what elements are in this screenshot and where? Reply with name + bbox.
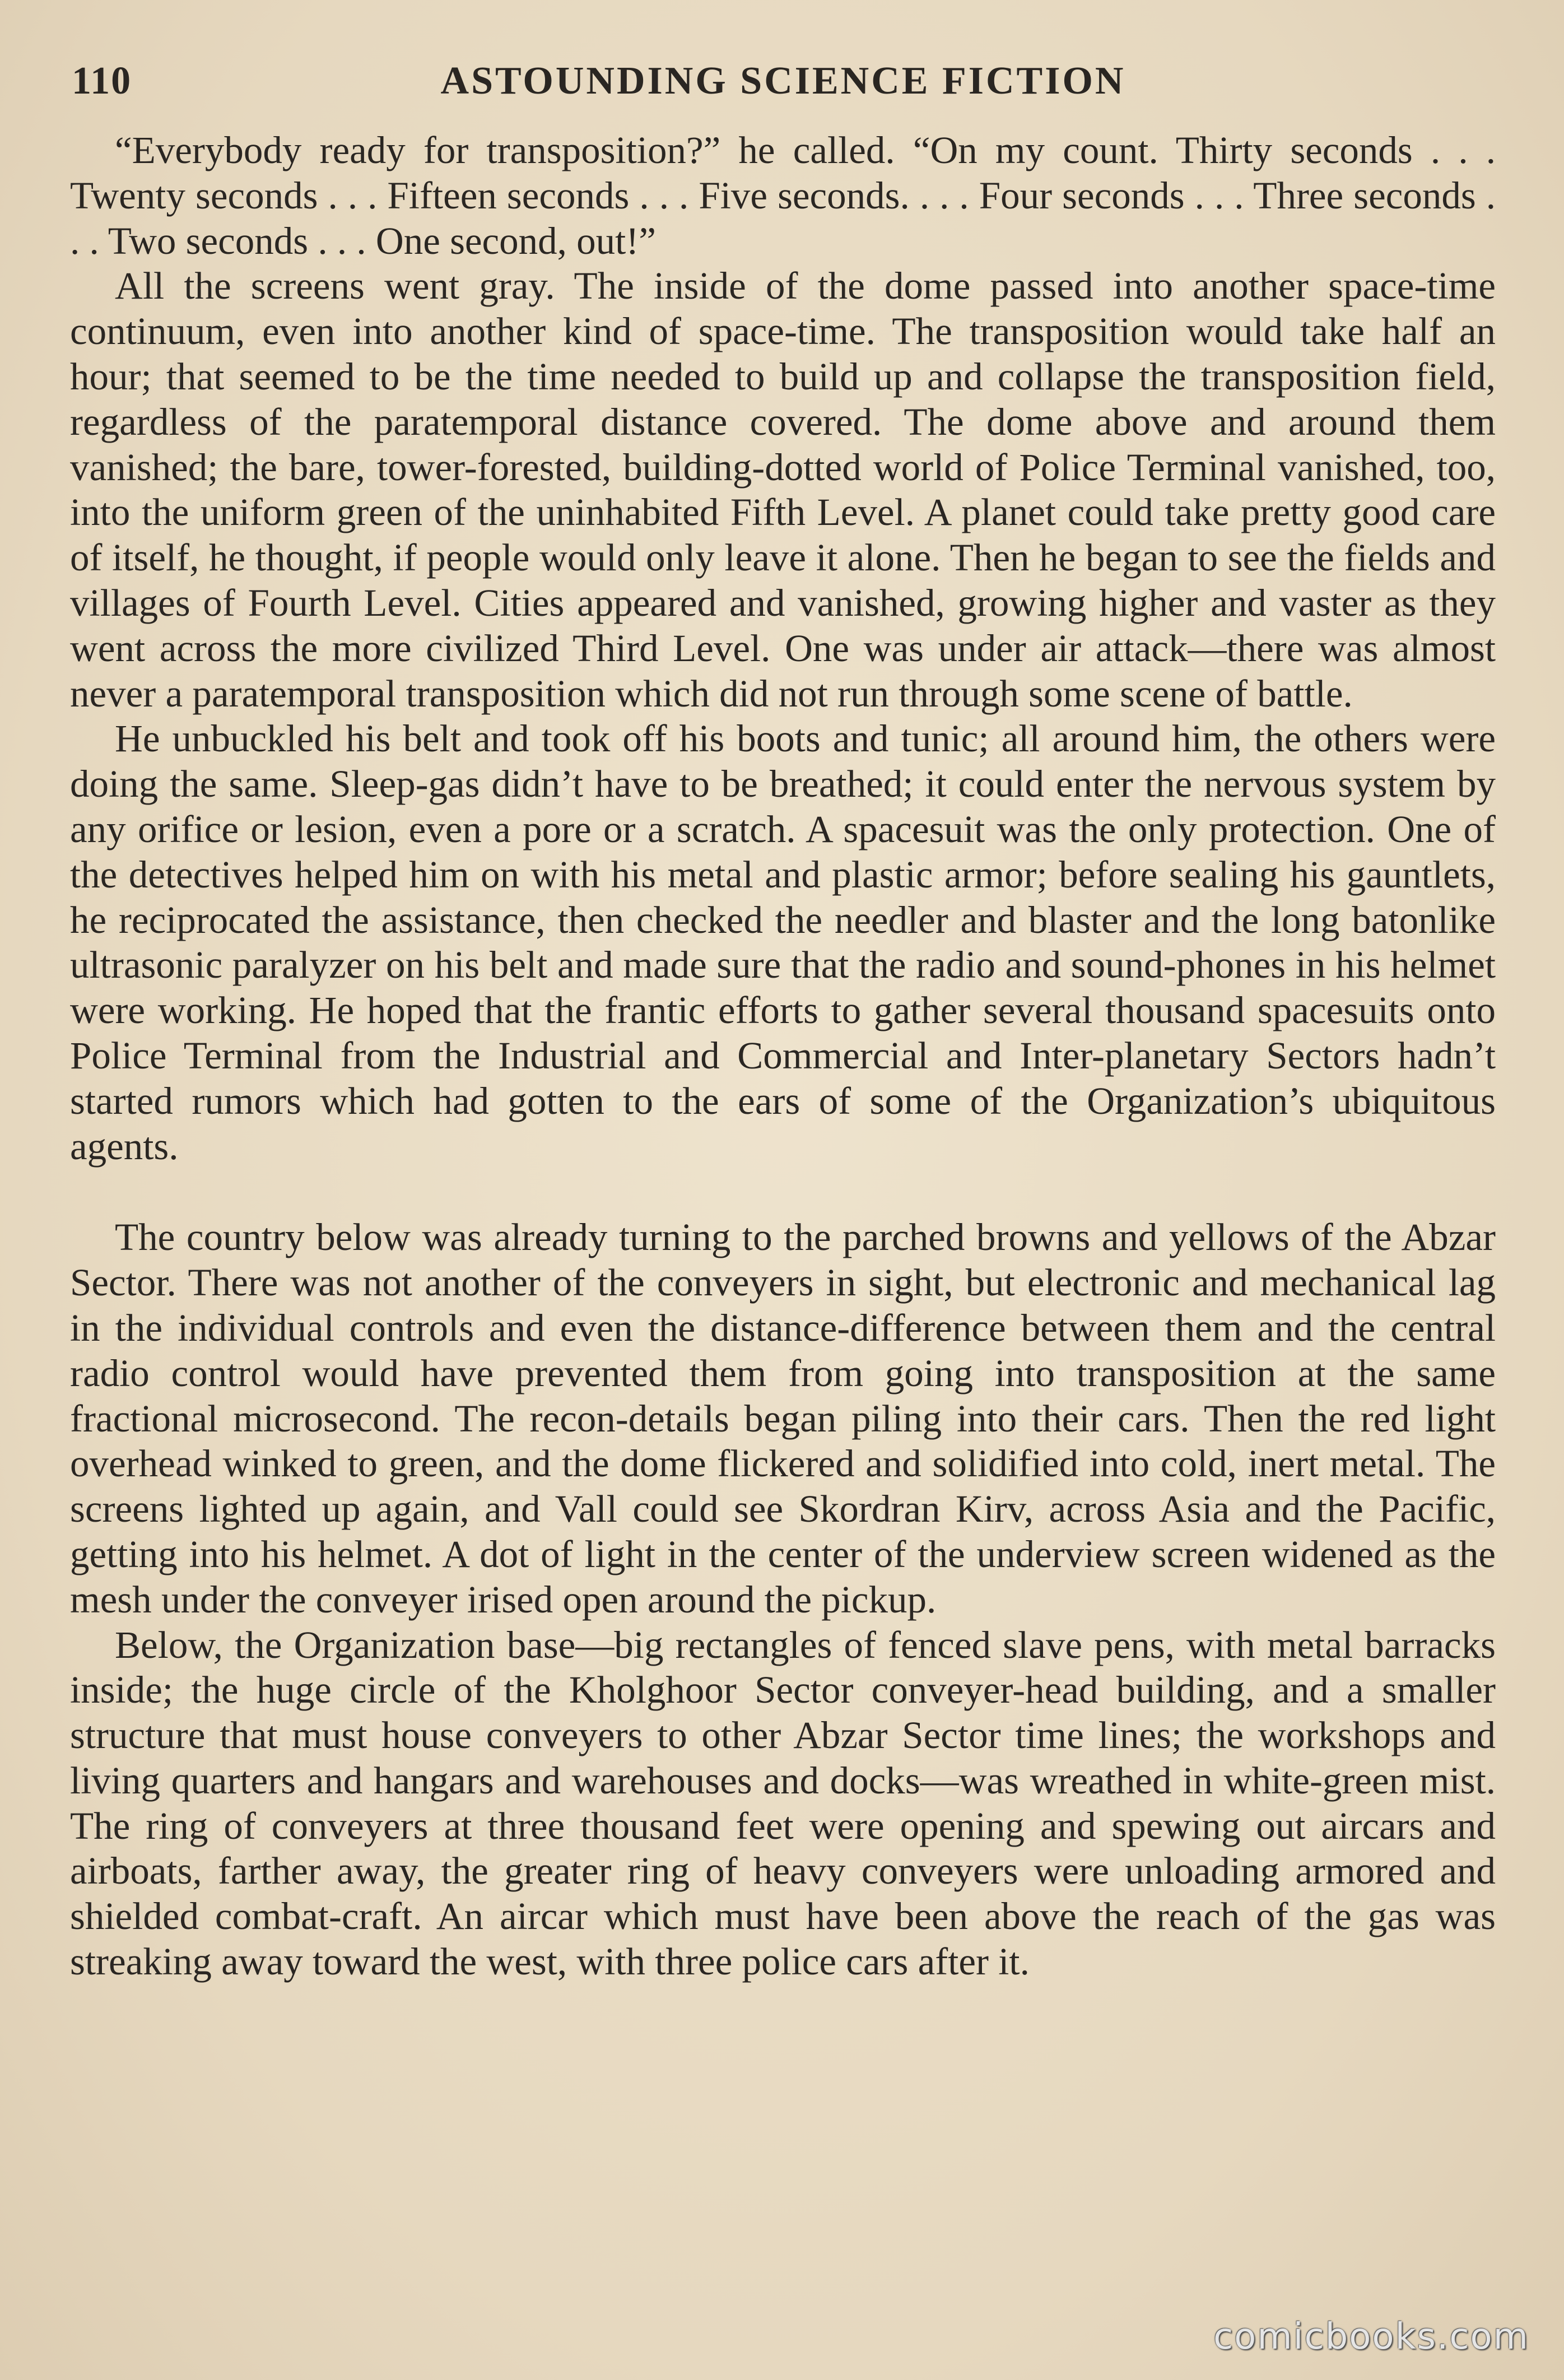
watermark: comicbooks.com: [1213, 2316, 1529, 2358]
page-number: 110: [72, 59, 132, 103]
paragraph-screens-gray: All the screens went gray. The inside of the dome passed into another space-time continuum, even into another kind of space-time. The transposition would take half an hour; that seemed to be the time needed to build up and collapse the transposition field, regardless of the paratemporal distance covered. The dome above and around them vanished; the bare, tower-forested, building-dotted world of Police Terminal vanished, too, into the uniform green of the uninhabited Fifth Level. A planet could take pretty good care of itself, he thought, if people would only leave it alone. Then he began to see the fields and villages of Fourth Level. Cities appeared and vanished, growing higher and vaster as they went across the more civilized Third Level. One was under air attack—there was almost never a paratemporal transposition which did not run through some scene of battle.: [70, 264, 1496, 715]
paragraph-countdown: “Everybody ready for transposition?” he called. “On my count. Thirty seconds . . . Twenty seconds . . . Fifteen seconds . . . Five seconds. . . . Four seconds . . . Three seconds . . . Two seconds . . . One second, out!”: [70, 129, 1496, 262]
page-header: [72, 56, 1495, 106]
running-title: ASTOUNDING SCIENCE FICTION: [440, 59, 1126, 103]
paragraph-spacesuit: He unbuckled his belt and took off his boots and tunic; all around him, the others were doing the same. Sleep-gas didn’t have to be breathed; it could enter the nervous system by any orifice or lesion, even a pore or a scratch. A spacesuit was the only protection. One of the detectives helped him on with his metal and plastic armor; before sealing his gauntlets, he reciprocated the assistance, then checked the needler and blaster and the long batonlike ultrasonic paralyzer on his belt and made sure that the radio and sound-phones in his helmet were working. He hoped that the frantic efforts to gather several thousand spacesuits onto Police Terminal from the Industrial and Commercial and Inter-planetary Sectors hadn’t started rumors which had gotten to the ears of some of the Organization’s ubiquitous agents.: [70, 717, 1496, 1168]
body-text: [70, 128, 1496, 1984]
paragraph-organization-base: Below, the Organization base—big rectangles of fenced slave pens, with metal barracks inside; the huge circle of the Kholghoor Sector conveyer-head building, and a smaller structure that must house conveyers to other Abzar Sector time lines; the workshops and living quarters and hangars and warehouses and docks—was wreathed in white-green mist. The ring of conveyers at three thousand feet were opening and spewing out aircars and airboats, farther away, the greater ring of heavy conveyers were unloading armored and shielded combat-craft. An aircar which must have been above the reach of the gas was streaking away toward the west, with three police cars after it.: [70, 1623, 1496, 1983]
paragraph-abzar-sector: The country below was already turning to the parched browns and yellows of the Abzar Sector. There was not another of the conveyers in sight, but electronic and mechanical lag in the individual controls and even the distance-difference between them and the central radio control would have prevented them from going into transposition at the same fractional microsecond. The recon-details began piling into their cars. Then the red light overhead winked to green, and the dome flickered and solidified into cold, inert metal. The screens lighted up again, and Vall could see Skordran Kirv, across Asia and the Pacific, getting into his helmet. A dot of light in the center of the underview screen widened as the mesh under the conveyer irised open around the pickup.: [70, 1216, 1496, 1621]
